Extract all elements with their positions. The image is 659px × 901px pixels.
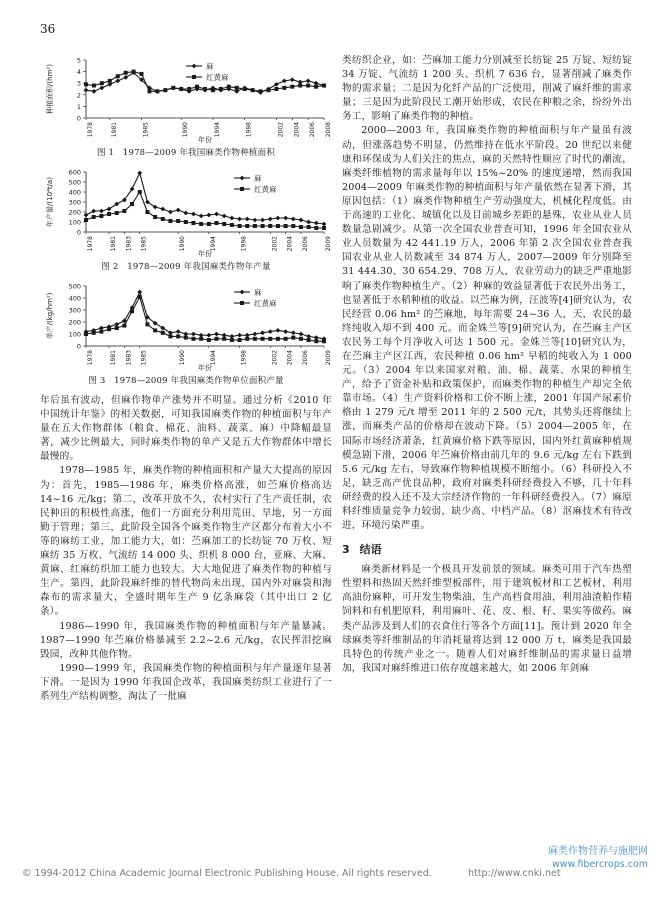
data-point-square (291, 224, 295, 228)
y-tick-label: 5 (76, 56, 81, 65)
legend-label: 麻 (254, 288, 262, 297)
data-point-square (92, 84, 96, 88)
right-column (342, 54, 632, 676)
x-tick-label: 1981 (110, 236, 118, 252)
paragraph: 1978—1985 年，麻类作物的种植面积和产量大大提高的原因为：首先，1985—1986 年，麻类价格高涨，如苎麻价格高达 14~16 元/kg；第二，改革开放不久，农村实行了生产责任制，农民种田的积极性高涨，他们一方面充分利用荒田、旱地，另一方面勤于管理；第三，此阶段全国各个麻类作物生产区都分布着大小不等的麻纺工业，加工能力大，如：苎麻加工的长纺锭 70 万枚、短麻纺 35 万枚、气流纺 14 000 头、织机 8 000 台，亚麻、大麻、黄麻、红麻纺织加工能力也较大。大大地促进了麻类作物的种植与生产。第四，此阶段麻纤维的替代物尚未出现，国内外对麻袋和海森布的需求量大，全盛时期年生产 9 亿条麻袋（其中出口 2 亿条）。 (40, 465, 332, 618)
data-point-square (298, 84, 302, 88)
data-point-square (253, 224, 257, 228)
y-tick-label: 2 (76, 91, 81, 100)
data-point-square (138, 295, 142, 299)
data-point-square (276, 224, 280, 228)
data-point-square (307, 225, 311, 229)
data-point-diamond (99, 85, 104, 90)
y-tick-label: 100 (68, 330, 81, 339)
data-point-diamond (160, 207, 165, 212)
data-point-square (284, 337, 288, 341)
x-tick-label: 1978 (87, 350, 94, 366)
data-point-diamond (92, 89, 97, 94)
figure-1 (40, 54, 332, 158)
data-point-diamond (237, 217, 242, 222)
legend-label: 麻 (206, 62, 214, 71)
legend-marker-square (240, 187, 244, 191)
data-point-square (314, 226, 318, 230)
data-point-square (100, 81, 104, 85)
legend-label: 红黄麻 (254, 299, 277, 308)
x-tick-label: 2004 (286, 350, 294, 366)
data-point-square (99, 214, 103, 218)
y-tick-label: 0 (76, 342, 81, 351)
data-point-diamond (115, 78, 120, 83)
section-title: 结语 (359, 543, 382, 557)
data-point-square (230, 338, 234, 342)
paragraph: 1990—1999 年，我国麻类作物的种植面积与年产量逐年显著下滑。一是因为 1990 年我国企改革，我国麻类纺织工业进行了一系列生产结构调整，淘汰了一批麻 (40, 662, 332, 702)
data-point-square (140, 72, 144, 76)
data-point-square (211, 88, 215, 92)
data-point-diamond (283, 216, 288, 221)
data-point-diamond (274, 82, 279, 87)
figure-2 (40, 166, 332, 272)
data-point-diamond (137, 290, 142, 295)
data-point-square (314, 85, 318, 89)
data-point-diamond (206, 333, 211, 338)
data-point-square (322, 339, 326, 343)
figure-1-caption: 图 1 1978—2009 年我国麻类作物种植面积 (96, 148, 276, 158)
data-point-diamond (291, 330, 296, 335)
data-point-square (130, 309, 134, 313)
paragraph: 2000—2003 年，我国麻类作物的种植面积与年产量虽有波动，但涨落趋势不明显，仍然维持在低水平阶段。20 世纪以来健康和环保成为人们关注的焦点，麻的天然特性顺应了时代的潮流，麻类纤维植物的需求量每年以 15%~20% 的速度递增，然而我国 2004—2009 年麻类作物的种植面积与年产量依然在显著下滑，其原因包括：（1）麻类作物种植生产劳动强度大，机械化程度低。由于高速的工业化、城镇化以及目前城乡差距的悬殊，农业从业人员数量急剧减少。从第一次全国农业普查可知，1996 年全国农业从业人员数量为 42 441.19 万人，2006 年第 2 次全国农业普查我国农业从业人员数减至 34 874 万人，2007—2009 年分别降至 31 444.30、30 654.29、708 万人，农业劳动力的缺乏严重地影响了麻类作物种植生产。（2）种麻的效益显著低于农民外出务工，也显著低于水稻种植的收益。以苎麻为例，汪波等[4]研究认为，农民经营 0.06 hm² 的苎麻地，每年需要 24~36 人，天，农民的最终纯收入却不到 400 元。而金姝兰等[9]研究认为，在苎麻主产区农民务工每个月净收入可达 1 500 元。金姝兰等[10]研究认为，在苎麻主产区江西，农民种植 0.06 hm² 早稻的纯收入为 1 000 元。（3）2004 年以来国家对粮、油、棉、蔬菜、水果的种植生产，给予了资金补贴和政策保护，而麻类作物的种植生产却完全依靠市场。（4）生产资料价格和工价不断上涨，2001 年国产尿素价格由 1 279 元/t 增至 2011 年的 2 500 元/t，其势头还将继续上涨，而麻类产品的价格却在波动下降。（5）2004—2005 年，在国际市场经济萧条，红黄麻价格下跌等原因，国内外红黄麻种植规模急剧下滑，2006 年苎麻价格由前几年的 9.6 元/kg 左右下跌到 5.6 元/kg 左右，导致麻作物种植规模不断缩小。（6）科研投入不足，缺乏高产优良品种，政府对麻类科研经费投入不够，几十年科研经费的投入还不及大宗经济作物的一年科研经费投入。（7）麻原料纤维质量竞争力较弱，缺少高、中档产品。（8）沤麻技术有待改进，环境污染严重。 (342, 125, 632, 532)
x-tick-label: 1998 (240, 236, 248, 252)
data-point-square (199, 337, 203, 341)
data-point-diamond (222, 214, 227, 219)
x-tick-label: 1994 (209, 350, 217, 366)
data-point-square (147, 89, 151, 93)
x-tick-label: 2002 (271, 236, 279, 252)
data-point-square (203, 87, 207, 91)
x-tick-label: 1998 (240, 350, 248, 366)
figure-3-caption: 图 3 1978—2009 年我国麻类作物单位面积产量 (88, 376, 284, 386)
data-point-square (261, 337, 265, 341)
data-point-diamond (283, 329, 288, 334)
x-tick-label: 2006 (301, 236, 309, 252)
data-point-square (274, 87, 278, 91)
data-point-square (130, 202, 134, 206)
legend-marker-diamond (192, 64, 197, 69)
data-point-diamond (191, 332, 196, 337)
data-point-square (227, 85, 231, 89)
watermark-title: 麻类作物营养与施肥网 (548, 846, 648, 857)
data-point-square (238, 224, 242, 228)
data-point-square (322, 84, 326, 88)
data-point-square (195, 85, 199, 89)
y-tick-label: 300 (68, 198, 81, 207)
data-point-diamond (91, 209, 96, 214)
data-point-diamond (214, 332, 219, 337)
x-tick-label: 2004 (286, 236, 294, 252)
series-line-hongma (86, 297, 324, 341)
data-point-square (116, 74, 120, 78)
data-point-diamond (84, 88, 89, 93)
paragraph: 1986—1990 年，我国麻类作物的种植面积与年产量暴减。1987—1990 年苎麻价格暴减至 2.2~2.6 元/kg，农民挥泪挖麻毁园，改种其他作物。 (40, 620, 332, 660)
data-point-square (92, 331, 96, 335)
data-point-diamond (268, 329, 273, 334)
data-point-square (108, 79, 112, 83)
data-point-square (184, 336, 188, 340)
y-tick-label: 200 (68, 318, 81, 327)
y-tick-label: 500 (68, 178, 81, 187)
x-tick-label: 2004 (293, 122, 301, 138)
data-point-square (314, 339, 318, 343)
data-point-square (191, 221, 195, 225)
data-point-square (222, 337, 226, 341)
data-point-square (299, 225, 303, 229)
y-tick-label: 400 (68, 294, 81, 303)
data-point-square (245, 337, 249, 341)
figure-2-caption: 图 2 1978—2009 年我国麻类作物年产量 (101, 262, 271, 272)
data-point-diamond (276, 328, 281, 333)
data-point-diamond (237, 333, 242, 338)
watermark-url: www.fibercrops.com (551, 859, 648, 870)
data-point-square (284, 224, 288, 228)
x-tick-label: 1994 (213, 122, 221, 138)
data-point-square (122, 324, 126, 328)
data-point-square (107, 212, 111, 216)
data-point-diamond (253, 218, 258, 223)
data-point-square (163, 88, 167, 92)
data-point-square (191, 337, 195, 341)
data-point-square (235, 86, 239, 90)
chart-planting-area (40, 54, 332, 144)
x-tick-label: 1983 (125, 236, 133, 252)
data-point-square (215, 221, 219, 225)
x-tick-label: 1985 (140, 236, 148, 252)
y-tick-label: 200 (68, 208, 81, 217)
x-tick-label: 2006 (301, 350, 309, 366)
paragraph: 类纺织企业，如：苎麻加工能力分别减至长纺锭 25 万锭、短纺锭 34 万锭、气流纺 1 200 头、织机 7 636 台，显著削减了麻类作物的需求量；二是因为化纤产品的广泛使用，削减了麻纤维的需求量；三是因为此阶段民工潮开始形成，农民在种粮之余，纷纷外出务工，影响了麻类作物的种植。 (342, 55, 632, 123)
data-point-diamond (306, 78, 311, 83)
data-point-square (322, 226, 326, 230)
legend-label: 红黄麻 (254, 185, 277, 194)
data-point-square (107, 327, 111, 331)
x-tick-label: 1978 (87, 122, 94, 138)
legend-label: 红黄麻 (206, 73, 229, 82)
copyright-notice: © 1994-2012 China Academic Journal Electronic Publishing House. All rights reserved. (22, 868, 432, 879)
data-point-square (219, 87, 223, 91)
data-point-square (266, 88, 270, 92)
x-tick-label: 1998 (245, 122, 253, 138)
data-point-square (290, 85, 294, 89)
data-point-diamond (99, 209, 104, 214)
left-column (40, 54, 332, 704)
data-point-square (306, 84, 310, 88)
series-line-ma (86, 292, 324, 339)
y-tick-label: 3 (76, 79, 81, 88)
data-point-square (92, 215, 96, 219)
data-point-square (238, 338, 242, 342)
chart-unit-yield (40, 280, 332, 372)
data-point-square (245, 224, 249, 228)
data-point-square (124, 71, 128, 75)
data-point-diamond (183, 211, 188, 216)
data-point-square (145, 322, 149, 326)
x-axis-label: 年份 (198, 250, 212, 258)
x-axis-label: 年份 (198, 136, 212, 144)
data-point-diamond (291, 217, 296, 222)
data-point-diamond (176, 208, 181, 213)
x-tick-label: 2002 (277, 122, 285, 138)
data-point-diamond (191, 212, 196, 217)
data-point-square (243, 87, 247, 91)
data-point-diamond (137, 171, 142, 176)
legend-marker-diamond (240, 176, 245, 181)
data-point-square (261, 224, 265, 228)
data-point-square (179, 87, 183, 91)
data-point-square (299, 337, 303, 341)
data-point-diamond (168, 210, 173, 215)
x-tick-label: 2006 (309, 122, 317, 138)
data-point-square (215, 337, 219, 341)
y-axis-label: 种植面积/(hm²) (46, 64, 54, 114)
data-point-square (84, 218, 88, 222)
x-tick-label: 1983 (125, 350, 133, 366)
x-tick-label: 1990 (179, 350, 187, 366)
data-point-square (291, 336, 295, 340)
x-tick-label: 1978 (87, 236, 94, 252)
data-point-diamond (314, 221, 319, 226)
data-point-diamond (214, 212, 219, 217)
y-tick-label: 500 (68, 282, 81, 291)
data-point-square (145, 210, 149, 214)
data-point-diamond (276, 216, 281, 221)
data-point-square (259, 89, 263, 93)
data-point-diamond (306, 220, 311, 225)
data-point-diamond (299, 332, 304, 337)
y-tick-label: 1 (76, 102, 81, 111)
data-point-diamond (229, 216, 234, 221)
x-tick-label: 1990 (179, 236, 187, 252)
data-point-square (115, 326, 119, 330)
y-tick-label: 100 (68, 218, 81, 227)
legend-label: 麻 (254, 174, 262, 183)
data-point-diamond (176, 329, 181, 334)
data-point-diamond (322, 222, 327, 227)
data-point-square (251, 88, 255, 92)
section-heading (342, 541, 632, 557)
x-tick-label: 1994 (209, 236, 217, 252)
section-number: 3 (342, 543, 350, 557)
y-tick-label: 0 (76, 114, 81, 123)
data-point-diamond (199, 214, 204, 219)
data-point-square (153, 215, 157, 219)
x-tick-label: 2002 (271, 350, 279, 366)
data-point-square (268, 224, 272, 228)
data-point-square (84, 82, 88, 86)
data-point-diamond (84, 213, 89, 218)
page-number: 36 (40, 22, 56, 36)
data-point-diamond (260, 330, 265, 335)
data-point-square (161, 331, 165, 335)
data-point-square (282, 86, 286, 90)
chart-annual-output (40, 166, 332, 258)
data-point-diamond (123, 75, 128, 80)
x-tick-label: 1981 (110, 122, 118, 138)
paragraph: 年后虽有波动，但麻作物单产涨势并不明显。通过分析《2010 年中国统计年鉴》的相关数据，可知我国麻类作物的种植面积与年产量在五大作物群体（粮食、棉花、油料、蔬菜、麻）中降幅最显著，减少比例最大，同时麻类作物的单产又是五大作物群体中增长最慢的。 (40, 395, 332, 463)
y-tick-label: 0 (76, 228, 81, 237)
x-tick-label: 2009 (325, 236, 332, 252)
paragraph: 麻类新材料是一个极具开发前景的领域。麻类可用于汽车热塑性塑料和热固天然纤维型板部件，用于建筑板材和工艺板材，利用高油份麻种，可开发生物柴油，生产高档食用油，利用油渣粕作精饲料和有机肥原料，利用麻叶、花、皮、根、籽、果实等做药。麻类产品涉及到人们的衣食住行等各个方面[11]。预计到 2020 年全球麻类等纤维制品的年消耗量将达到 12 000 万 t，麻类是我国最具特色的传统产业之一。随着人们对麻纤维制品的需求量日益增加，我国对麻纤维进口依存度越来越大，如 2006 年剑麻 (342, 564, 632, 674)
x-tick-label: 1990 (182, 122, 190, 138)
legend-marker-diamond (240, 290, 245, 295)
data-point-square (155, 89, 159, 93)
data-point-square (168, 219, 172, 223)
data-point-diamond (268, 217, 273, 222)
data-point-square (84, 332, 88, 336)
data-point-square (268, 337, 272, 341)
data-point-square (99, 330, 103, 334)
y-tick-label: 600 (68, 168, 81, 177)
figure-3 (40, 280, 332, 386)
y-tick-label: 4 (76, 68, 81, 77)
data-point-square (115, 211, 119, 215)
y-tick-label: 300 (68, 306, 81, 315)
series-line-ma (86, 173, 324, 224)
series-line-hongma (86, 192, 324, 228)
x-tick-label: 1981 (110, 350, 118, 366)
data-point-square (307, 338, 311, 342)
data-point-square (168, 334, 172, 338)
watermark (548, 845, 648, 871)
data-point-diamond (282, 78, 287, 83)
x-tick-label: 2008 (325, 122, 332, 138)
data-point-square (161, 217, 165, 221)
data-point-diamond (290, 77, 295, 82)
legend-marker-square (240, 301, 244, 305)
data-point-square (153, 328, 157, 332)
data-point-diamond (260, 218, 265, 223)
footer-link[interactable]: http://www.cnki.net (468, 868, 561, 879)
x-tick-label: 1985 (142, 122, 150, 138)
data-point-square (171, 86, 175, 90)
data-point-square (184, 220, 188, 224)
data-point-square (230, 223, 234, 227)
data-point-square (199, 222, 203, 226)
x-tick-label: 1985 (140, 350, 148, 366)
y-tick-label: 400 (68, 188, 81, 197)
data-point-square (187, 87, 191, 91)
data-point-square (207, 338, 211, 342)
data-point-square (222, 222, 226, 226)
legend-marker-square (192, 75, 196, 79)
y-axis-label: 年产量/(10⁴t/a) (46, 177, 54, 227)
x-axis-label: 年份 (198, 364, 212, 372)
data-point-square (253, 337, 257, 341)
y-axis-label: 单产/(kg/hm²) (46, 292, 54, 340)
data-point-square (176, 334, 180, 338)
data-point-square (132, 70, 136, 74)
data-point-square (176, 219, 180, 223)
data-point-diamond (299, 218, 304, 223)
data-point-diamond (206, 213, 211, 218)
data-point-diamond (253, 332, 258, 337)
data-point-square (138, 190, 142, 194)
data-point-square (276, 337, 280, 341)
data-point-diamond (245, 217, 250, 222)
data-point-square (207, 222, 211, 226)
data-point-square (122, 209, 126, 213)
x-tick-label: 2009 (325, 350, 332, 366)
